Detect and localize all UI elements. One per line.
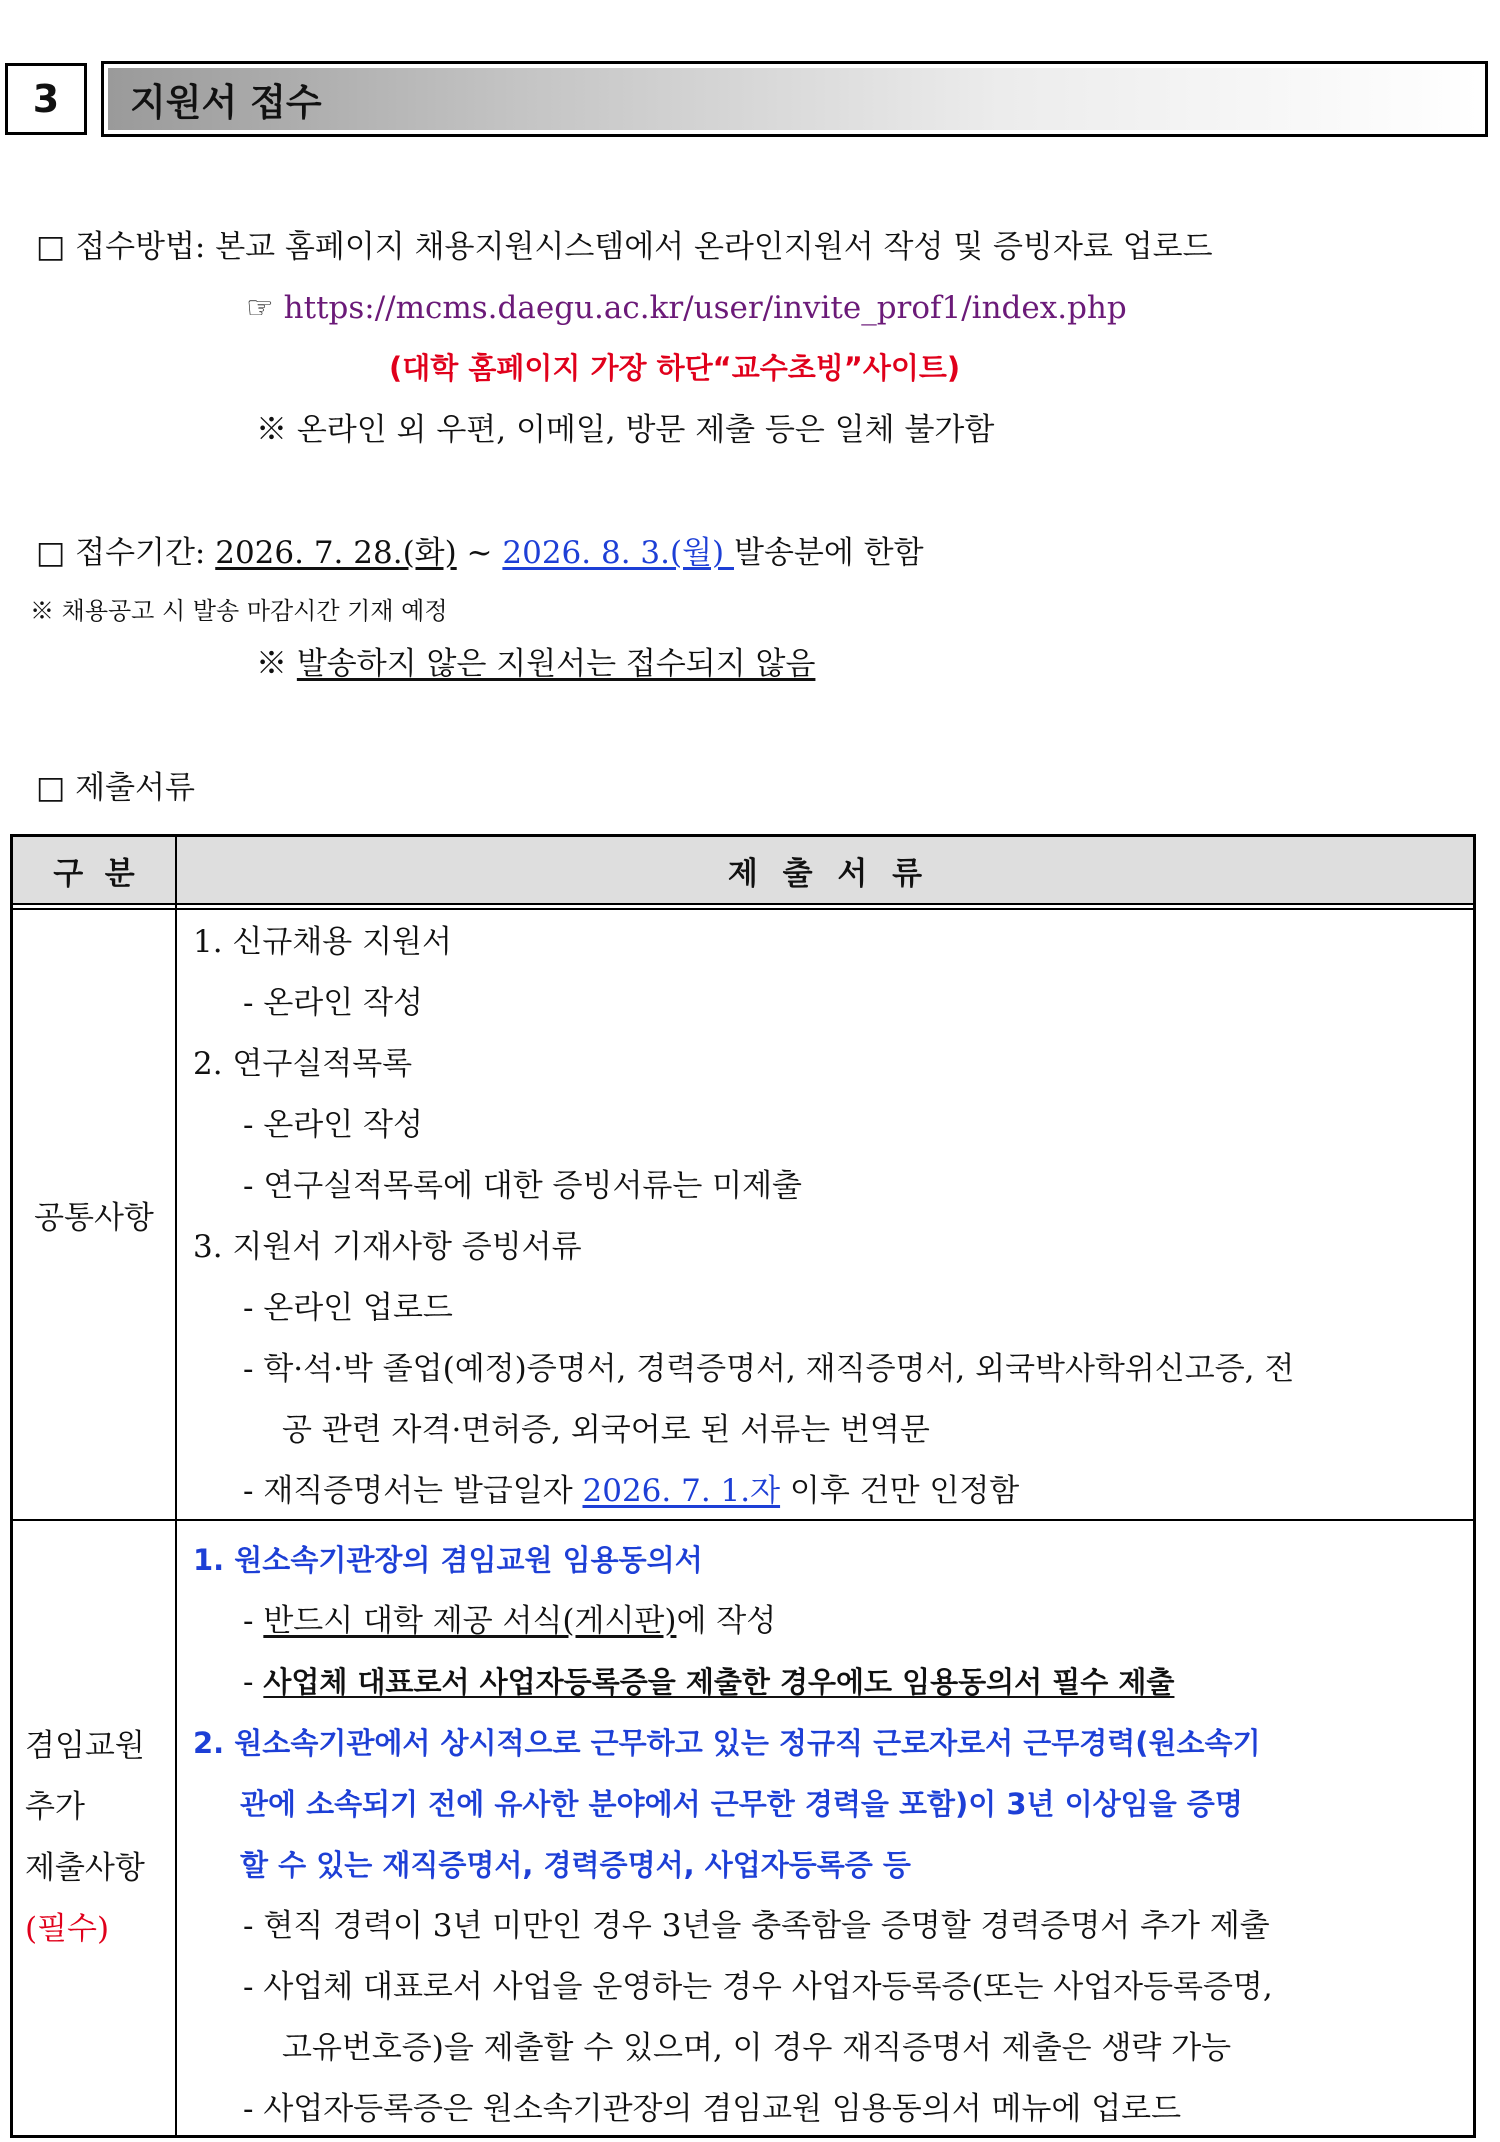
adjunct-category-line: 제출사항 bbox=[25, 1850, 145, 1886]
adjunct-item2-sub: - 사업체 대표로서 사업을 운영하는 경우 사업자등록증(또는 사업자등록증명, bbox=[243, 1969, 1273, 2005]
pointer-icon: ☞ bbox=[246, 290, 274, 326]
header-divider-top bbox=[13, 903, 1473, 905]
adjunct-consent-required: 사업체 대표로서 사업자등록증을 제출한 경우에도 임용동의서 필수 제출 bbox=[263, 1665, 1175, 1699]
documents-label: □ 제출서류 bbox=[36, 770, 195, 806]
adjunct-item2-sub: - 현직 경력이 3년 미만인 경우 3년을 충족함을 증명할 경력증명서 추가 제출 bbox=[243, 1908, 1270, 1944]
common-item: 1. 신규채용 지원서 bbox=[193, 924, 452, 960]
adjunct-category-line: 추가 bbox=[25, 1789, 85, 1825]
common-item: 3. 지원서 기재사항 증빙서류 bbox=[193, 1229, 582, 1265]
common-item: 2. 연구실적목록 bbox=[193, 1046, 413, 1082]
column-divider bbox=[175, 837, 177, 2135]
method-location: (대학 홈페이지 가장 하단“교수초빙”사이트) bbox=[389, 351, 961, 385]
application-url-link[interactable]: https://mcms.daegu.ac.kr/user/invite_prof1/index.php bbox=[283, 290, 1127, 326]
common-item-last bbox=[243, 1471, 1019, 1511]
period-line bbox=[36, 533, 924, 573]
adjunct-form-note: 반드시 대학 제공 서식(게시판) bbox=[263, 1603, 677, 1639]
method-url-line bbox=[246, 288, 1127, 328]
method-note: ※ 온라인 외 우편, 이메일, 방문 제출 등은 일체 불가함 bbox=[256, 412, 995, 448]
adjunct-item1-sub1: - 반드시 대학 제공 서식(게시판)에 작성 bbox=[243, 1603, 777, 1639]
adjunct-category bbox=[25, 1716, 145, 1960]
header-divider-bottom bbox=[13, 908, 1473, 910]
common-item: - 온라인 작성 bbox=[243, 1107, 423, 1143]
common-item: - 온라인 업로드 bbox=[243, 1290, 453, 1326]
common-category: 공통사항 bbox=[34, 1200, 154, 1236]
period-label: □ 접수기간: bbox=[36, 535, 216, 571]
adjunct-required: (필수) bbox=[25, 1911, 110, 1947]
header-docs: 제 출 서 류 bbox=[727, 855, 923, 892]
common-last-suffix: 이후 건만 인정함 bbox=[780, 1473, 1020, 1509]
period-sep: ~ bbox=[456, 535, 503, 571]
adjunct-item2-sub: - 사업자등록증은 원소속기관장의 겸임교원 임용동의서 메뉴에 업로드 bbox=[243, 2091, 1182, 2127]
adjunct-category-line: 겸임교원 bbox=[25, 1728, 145, 1764]
method-line: □ 접수방법: 본교 홈페이지 채용지원시스템에서 온라인지원서 작성 및 증빙자료 업로드 bbox=[36, 229, 1213, 265]
row-divider bbox=[13, 1519, 1473, 1521]
common-item: 공 관련 자격·면허증, 외국어로 된 서류는 번역문 bbox=[282, 1412, 930, 1448]
section-title: 지원서 접수 bbox=[108, 68, 1481, 130]
header-category: 구 분 bbox=[53, 855, 135, 892]
period-end: 2026. 8. 3.(월) bbox=[502, 535, 734, 571]
period-note-line bbox=[256, 644, 815, 684]
period-start: 2026. 7. 28.(화) bbox=[215, 535, 457, 571]
section-title-box bbox=[101, 61, 1488, 137]
adjunct-item1: 1. 원소속기관장의 겸임교원 임용동의서 bbox=[193, 1543, 703, 1577]
period-note-small: ※ 채용공고 시 발송 마감시간 기재 예정 bbox=[30, 597, 448, 625]
common-item: - 온라인 작성 bbox=[243, 985, 423, 1021]
section-number: 3 bbox=[5, 63, 87, 135]
common-last-prefix: - 재직증명서는 발급일자 bbox=[243, 1473, 583, 1509]
common-last-date: 2026. 7. 1.자 bbox=[582, 1473, 781, 1509]
adjunct-item2-line: 할 수 있는 재직증명서, 경력증명서, 사업자등록증 등 bbox=[240, 1848, 911, 1882]
common-item: - 연구실적목록에 대한 증빙서류는 미제출 bbox=[243, 1168, 802, 1204]
common-item: - 학·석·박 졸업(예정)증명서, 경력증명서, 재직증명서, 외국박사학위신고증, 전 bbox=[243, 1351, 1295, 1387]
period-note: 발송하지 않은 지원서는 접수되지 않음 bbox=[296, 646, 816, 682]
adjunct-item2-sub: 고유번호증)을 제출할 수 있으며, 이 경우 재직증명서 제출은 생략 가능 bbox=[282, 2030, 1232, 2066]
adjunct-item2-line: 2. 원소속기관에서 상시적으로 근무하고 있는 정규직 근로자로서 근무경력(원소속기 bbox=[193, 1726, 1261, 1760]
adjunct-item2-line: 관에 소속되기 전에 유사한 분야에서 근무한 경력을 포함)이 3년 이상임을 증명 bbox=[240, 1787, 1243, 1821]
adjunct-item1-sub2: - 사업체 대표로서 사업자등록증을 제출한 경우에도 임용동의서 필수 제출 bbox=[243, 1664, 1175, 1700]
period-suffix: 발송분에 한함 bbox=[734, 535, 924, 571]
period-note-mark: ※ bbox=[256, 646, 297, 682]
